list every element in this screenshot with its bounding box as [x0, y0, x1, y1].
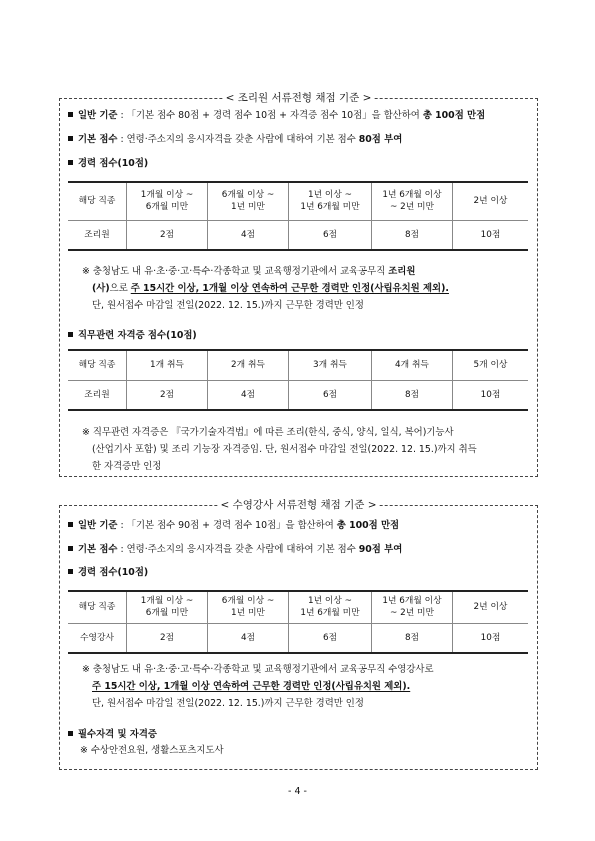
bullet-icon — [68, 112, 73, 117]
required-cert-text: ※ 수상안전요원, 생활스포츠지도사 — [80, 745, 224, 756]
table-header-cell: 2개 취득 — [208, 350, 289, 380]
career-note: ※ 충청남도 내 유·초·중·고·특수·각종학교 및 교육행정기관에서 교육공무직 수영강사로 주 15시간 이상, 1개월 이상 연속하여 근무한 경력만 인정(사립유치원 제외). 단, 원서접수 마감일 전일(2022. 12. 15.)까지 근무한 경력만 인정 — [82, 664, 434, 709]
table-header-cell: 해당 직종 — [68, 591, 127, 623]
page-number: - 4 - — [288, 786, 307, 797]
table-header-cell: 1년 6개월 이상 ~ 2년 미만 — [372, 591, 453, 623]
bullet-icon — [68, 731, 73, 736]
table-header-cell: 3개 취득 — [289, 350, 372, 380]
table-cell: 8점 — [372, 623, 453, 653]
table-cell: 6점 — [289, 220, 372, 250]
table-header-cell: 4개 취득 — [372, 350, 453, 380]
cert-score-table — [68, 349, 528, 411]
career-score-heading: 경력 점수(10점) — [68, 566, 148, 579]
bullet-icon — [68, 160, 73, 165]
career-score-heading: 경력 점수(10점) — [68, 157, 148, 170]
table-header-cell: 6개월 이상 ~ 1년 미만 — [208, 182, 289, 220]
table-cell: 6점 — [289, 623, 372, 653]
table-cell: 10점 — [453, 380, 529, 410]
career-score-table — [68, 181, 528, 251]
table-header-cell: 5개 이상 — [453, 350, 529, 380]
table-row — [68, 623, 528, 653]
general-criteria-line: 일반 기준 : 「기본 점수 90점 + 경력 점수 10점」을 합산하여 총 100점 만점 — [68, 519, 399, 532]
table-header-cell: 1개월 이상 ~ 6개월 미만 — [127, 591, 208, 623]
table-header-cell: 1년 6개월 이상 ~ 2년 미만 — [372, 182, 453, 220]
table-cell: 4점 — [208, 380, 289, 410]
section-swim-instructor-criteria — [59, 499, 538, 770]
table-header-cell: 해당 직종 — [68, 350, 127, 380]
table-row — [68, 220, 528, 250]
bullet-icon — [68, 546, 73, 551]
table-cell: 4점 — [208, 623, 289, 653]
table-cell: 2점 — [127, 380, 208, 410]
table-cell: 조리원 — [68, 220, 127, 250]
table-row — [68, 380, 528, 410]
table-header-cell: 2년 이상 — [453, 182, 529, 220]
table-cell: 8점 — [372, 380, 453, 410]
table-header-row — [68, 591, 528, 623]
career-note: ※ 충청남도 내 유·초·중·고·특수·각종학교 및 교육행정기관에서 교육공무직 조리원 (사)으로 주 15시간 이상, 1개월 이상 연속하여 근무한 경력만 인정(사립유치원 제외). 단, 원서접수 마감일 전일(2022. 12. 15.)까지 근무한 경력만 인정 — [82, 266, 449, 311]
table-cell: 조리원 — [68, 380, 127, 410]
table-header-cell: 6개월 이상 ~ 1년 미만 — [208, 591, 289, 623]
section-cook-criteria — [59, 92, 538, 477]
table-cell: 4점 — [208, 220, 289, 250]
section-title: < 수영강사 서류전형 채점 기준 > — [220, 499, 377, 511]
cert-score-heading: 직무관련 자격증 점수(10점) — [68, 329, 197, 342]
table-cell: 6점 — [289, 380, 372, 410]
general-criteria-line: 일반 기준 : 「기본 점수 80점 + 경력 점수 10점 + 자격증 점수 10점」을 합산하여 총 100점 만점 — [68, 109, 485, 122]
base-score-line: 기본 점수 : 연령·주소지의 응시자격을 갖춘 사람에 대하여 기본 점수 90점 부여 — [68, 543, 402, 556]
table-header-cell: 1년 이상 ~ 1년 6개월 미만 — [289, 182, 372, 220]
table-header-cell: 해당 직종 — [68, 182, 127, 220]
table-header-row — [68, 182, 528, 220]
base-score-line: 기본 점수 : 연령·주소지의 응시자격을 갖춘 사람에 대하여 기본 점수 80점 부여 — [68, 133, 402, 146]
section-title: < 조리원 서류전형 채점 기준 > — [225, 92, 372, 104]
career-score-table — [68, 590, 528, 654]
table-header-cell: 1개월 이상 ~ 6개월 미만 — [127, 182, 208, 220]
required-cert-heading: 필수자격 및 자격증 — [68, 728, 157, 741]
table-cell: 2점 — [127, 623, 208, 653]
table-cell: 10점 — [453, 623, 529, 653]
table-cell: 수영강사 — [68, 623, 127, 653]
bullet-icon — [68, 332, 73, 337]
table-header-cell: 1개 취득 — [127, 350, 208, 380]
bullet-icon — [68, 136, 73, 141]
table-cell: 8점 — [372, 220, 453, 250]
table-cell: 10점 — [453, 220, 529, 250]
bullet-icon — [68, 569, 73, 574]
cert-note: ※ 직무관련 자격증은 『국가기술자격법』에 따른 조리(한식, 중식, 양식, 일식, 복어)기능사 (산업기사 포함) 및 조리 기능장 자격증임. 단, 원서접수 마감일 전일(2022. 12. 15.)까지 취득 한 자격증만 인정 — [82, 427, 477, 472]
table-header-row — [68, 350, 528, 380]
table-header-cell: 1년 이상 ~ 1년 6개월 미만 — [289, 591, 372, 623]
table-header-cell: 2년 이상 — [453, 591, 529, 623]
table-cell: 2점 — [127, 220, 208, 250]
bullet-icon — [68, 522, 73, 527]
